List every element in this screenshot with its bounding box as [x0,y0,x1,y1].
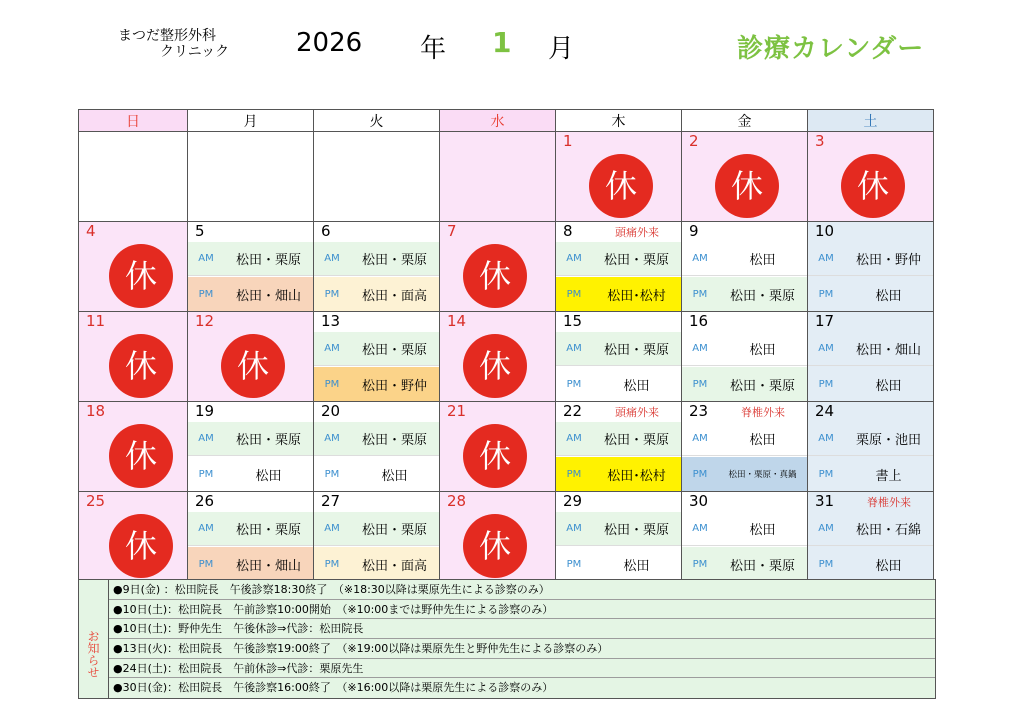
am-slot [808,512,933,546]
pm-label: PM [324,468,340,480]
calendar-day-cell[interactable] [682,132,808,222]
weekday-wed: 水 [440,110,556,132]
clinic-name-line1: まつだ整形外科 [118,28,216,44]
pm-slot [556,547,681,581]
pm-label: PM [198,558,214,570]
pm-label: PM [818,558,834,570]
pm-doctors: 松田・面高 [361,558,427,574]
calendar-day-cell[interactable] [682,492,808,582]
year: 2026 [296,28,363,58]
special-clinic-note: 脊椎外来 [741,406,785,419]
pm-label: PM [566,288,582,300]
day-number: 11 [86,312,106,330]
calendar-day-cell[interactable] [188,402,314,492]
calendar-day-cell[interactable] [808,492,934,582]
calendar-day-cell[interactable] [440,132,556,222]
am-slot [808,332,933,366]
calendar-day-cell[interactable] [808,402,934,492]
am-doctors: 松田・栗原 [235,253,301,268]
closed-badge: 休 [463,244,527,308]
am-slot [314,422,439,456]
am-slot [556,422,681,456]
calendar-day-cell[interactable] [682,402,808,492]
notice-item: ●9日(金) ：松田院長 午後診察18:30終了 （※18:30以降は栗原先生による診察のみ） [109,580,935,600]
day-number: 30 [689,492,709,510]
pm-doctors: 松田・栗原・真鍋 [728,470,797,480]
weekday-sat: 土 [808,110,934,132]
am-slot [682,512,807,546]
calendar-day-cell[interactable] [314,312,440,402]
pm-label: PM [324,558,340,570]
closed-badge: 休 [221,334,285,398]
am-slot [808,422,933,456]
calendar-day-cell[interactable] [188,492,314,582]
pm-label: PM [198,468,214,480]
am-doctors: 松田・栗原 [603,253,669,268]
day-number: 6 [321,222,331,240]
pm-slot [556,457,681,491]
day-number: 3 [815,132,825,150]
weekday-fri: 金 [682,110,808,132]
am-doctors: 松田・野仲 [855,253,921,268]
day-number: 18 [86,402,106,420]
am-label: AM [818,433,834,444]
clinic-name [118,28,229,60]
am-doctors: 松田・栗原 [361,433,427,448]
calendar-day-cell[interactable] [188,312,314,402]
calendar-day-cell[interactable] [79,492,188,582]
day-number: 23 [689,402,709,420]
calendar-day-cell[interactable] [314,132,440,222]
special-clinic-note: 脊椎外来 [867,496,911,509]
calendar-day-cell[interactable] [79,402,188,492]
am-doctors: 松田・栗原 [603,433,669,448]
calendar-day-cell[interactable] [79,222,188,312]
day-number: 4 [86,222,96,240]
closed-badge: 休 [841,154,905,218]
pm-label: PM [692,378,708,390]
am-slot [556,332,681,366]
am-label: AM [198,523,214,534]
pm-slot [314,547,439,581]
pm-slot [682,457,807,491]
day-number: 12 [195,312,215,330]
month-suffix: 月 [548,34,575,64]
am-doctors: 松田・栗原 [361,253,427,268]
pm-slot [808,367,933,401]
am-doctors: 松田・栗原 [361,343,427,358]
am-doctors: 松田・畑山 [855,343,921,358]
am-doctors: 松田・石綿 [855,523,921,538]
am-slot [314,242,439,276]
pm-slot [188,457,313,491]
am-doctors: 松田・栗原 [603,343,669,358]
am-slot [682,242,807,276]
am-slot [188,512,313,546]
day-number: 19 [195,402,215,420]
weekday-sun: 日 [79,110,188,132]
am-label: AM [692,253,708,264]
calendar-day-cell[interactable] [440,312,556,402]
pm-slot [188,547,313,581]
notice-item: ●30日(金)：松田院長 午後診察16:00終了 （※16:00以降は栗原先生による診察のみ） [113,681,554,695]
calendar-day-cell[interactable] [682,312,808,402]
am-doctors: 松田 [749,523,776,538]
am-slot [556,512,681,546]
pm-doctors: 松田 [623,558,650,574]
am-doctors: 松田・栗原 [361,523,427,538]
pm-slot [682,547,807,581]
am-slot [808,242,933,276]
pm-doctors: 松田・栗原 [729,288,795,304]
pm-slot [808,277,933,311]
calendar-day-cell[interactable] [188,222,314,312]
closed-badge: 休 [109,334,173,398]
am-slot [556,242,681,276]
am-label: AM [692,343,708,354]
pm-doctors: 松田・畑山 [235,558,301,574]
calendar-week-row [79,402,934,492]
am-label: AM [324,253,340,264]
pm-doctors: 松田･松村 [607,288,666,304]
calendar-day-cell[interactable] [556,222,682,312]
calendar-day-cell[interactable] [808,132,934,222]
am-doctors: 松田 [749,433,776,448]
calendar-day-cell[interactable] [556,402,682,492]
day-number: 24 [815,402,835,420]
pm-label: PM [692,288,708,300]
calendar-day-cell[interactable] [314,402,440,492]
am-doctors: 松田 [749,343,776,358]
pm-doctors: 松田・栗原 [729,558,795,574]
pm-doctors: 松田・栗原 [729,378,795,394]
calendar-day-cell[interactable] [808,312,934,402]
notice-item: ●10日(土)：松田院長 午前診察10:00開始 （※10:00までは野仲先生による診察のみ） [109,600,935,620]
day-number: 15 [563,312,583,330]
am-label: AM [566,343,582,354]
special-clinic-note: 頭痛外来 [615,406,659,419]
pm-label: PM [198,288,214,300]
calendar-day-cell[interactable] [440,402,556,492]
am-doctors: 栗原・池田 [855,433,921,448]
pm-slot [682,277,807,311]
closed-badge: 休 [463,334,527,398]
day-number: 1 [563,132,573,150]
pm-label: PM [324,378,340,390]
pm-doctors: 松田 [623,378,650,394]
calendar-day-cell[interactable] [808,222,934,312]
pm-label: PM [324,288,340,300]
day-number: 5 [195,222,205,240]
am-label: AM [566,523,582,534]
day-number: 13 [321,312,341,330]
am-slot [314,512,439,546]
pm-slot [314,457,439,491]
am-label: AM [818,523,834,534]
month: 1 [492,26,512,59]
weekday-mon: 月 [188,110,314,132]
am-label: AM [818,343,834,354]
pm-slot [314,367,439,401]
closed-badge: 休 [109,514,173,578]
pm-label: PM [692,468,708,480]
calendar-title: 診療カレンダー [737,34,925,64]
calendar-week-row [79,222,934,312]
am-label: AM [324,523,340,534]
day-number: 10 [815,222,835,240]
calendar-day-cell[interactable] [682,222,808,312]
closed-badge: 休 [463,424,527,488]
pm-doctors: 松田 [255,468,282,484]
am-doctors: 松田・栗原 [235,433,301,448]
calendar-day-cell[interactable] [556,312,682,402]
calendar-day-cell[interactable] [314,222,440,312]
pm-doctors: 松田･松村 [607,468,666,484]
day-number: 7 [447,222,457,240]
day-number: 2 [689,132,699,150]
calendar-day-cell[interactable] [314,492,440,582]
closed-badge: 休 [463,514,527,578]
calendar-week-row [79,132,934,222]
calendar-table [78,109,934,582]
pm-label: PM [818,378,834,390]
day-number: 16 [689,312,709,330]
closed-badge: 休 [715,154,779,218]
am-slot [682,332,807,366]
day-number: 9 [689,222,699,240]
pm-doctors: 松田 [875,378,902,394]
pm-slot [556,367,681,401]
am-label: AM [692,433,708,444]
pm-slot [682,367,807,401]
am-label: AM [692,523,708,534]
calendar-day-cell[interactable] [556,492,682,582]
closed-badge: 休 [109,244,173,308]
am-label: AM [566,433,582,444]
pm-label: PM [692,558,708,570]
pm-label: PM [818,468,834,480]
am-label: AM [198,433,214,444]
pm-slot [808,457,933,491]
day-number: 14 [447,312,467,330]
notice-panel [78,579,936,699]
calendar-day-cell[interactable] [556,132,682,222]
notice-item: ●24日(土)：松田院長 午前休診⇒代診：栗原先生 [109,659,935,679]
pm-slot [808,547,933,581]
pm-slot [188,277,313,311]
notice-item: ●10日(土)：野仲先生 午後休診⇒代診：松田院長 [109,619,935,639]
pm-doctors: 松田 [875,558,902,574]
calendar-day-cell[interactable] [188,132,314,222]
day-number: 22 [563,402,583,420]
am-doctors: 松田 [749,253,776,268]
calendar-week-row [79,492,934,582]
am-doctors: 松田・栗原 [235,523,301,538]
day-number: 25 [86,492,106,510]
pm-slot [314,277,439,311]
pm-label: PM [566,468,582,480]
am-slot [314,332,439,366]
am-label: AM [324,343,340,354]
am-doctors: 松田・栗原 [603,523,669,538]
calendar-day-cell[interactable] [440,222,556,312]
calendar-day-cell[interactable] [440,492,556,582]
weekday-header-row [79,110,934,132]
pm-doctors: 松田 [875,288,902,304]
am-label: AM [566,253,582,264]
am-label: AM [324,433,340,444]
notice-label: お知らせ [79,580,109,698]
pm-label: PM [818,288,834,300]
day-number: 28 [447,492,467,510]
calendar-day-cell[interactable] [79,312,188,402]
clinic-name-line2: クリニック [160,44,230,60]
pm-slot [556,277,681,311]
am-label: AM [818,253,834,264]
weekday-thu: 木 [556,110,682,132]
special-clinic-note: 頭痛外来 [615,226,659,239]
day-number: 17 [815,312,835,330]
pm-doctors: 書上 [875,468,902,484]
day-number: 29 [563,492,583,510]
day-number: 21 [447,402,467,420]
day-number: 20 [321,402,341,420]
closed-badge: 休 [109,424,173,488]
am-slot [188,422,313,456]
pm-doctors: 松田・畑山 [235,288,301,304]
am-slot [188,242,313,276]
day-number: 31 [815,492,835,510]
pm-doctors: 松田・面高 [361,288,427,304]
day-number: 8 [563,222,573,240]
pm-doctors: 松田 [381,468,408,484]
calendar-day-cell[interactable] [79,132,188,222]
notice-item: ●13日(火)：松田院長 午後診察19:00終了 （※19:00以降は栗原先生と野仲先生による診察のみ） [109,639,935,659]
weekday-tue: 火 [314,110,440,132]
pm-doctors: 松田・野仲 [361,378,427,394]
day-number: 26 [195,492,215,510]
am-label: AM [198,253,214,264]
closed-badge: 休 [589,154,653,218]
pm-label: PM [566,558,582,570]
calendar-week-row [79,312,934,402]
day-number: 27 [321,492,341,510]
pm-label: PM [566,378,582,390]
year-suffix: 年 [420,34,447,64]
am-slot [682,422,807,456]
